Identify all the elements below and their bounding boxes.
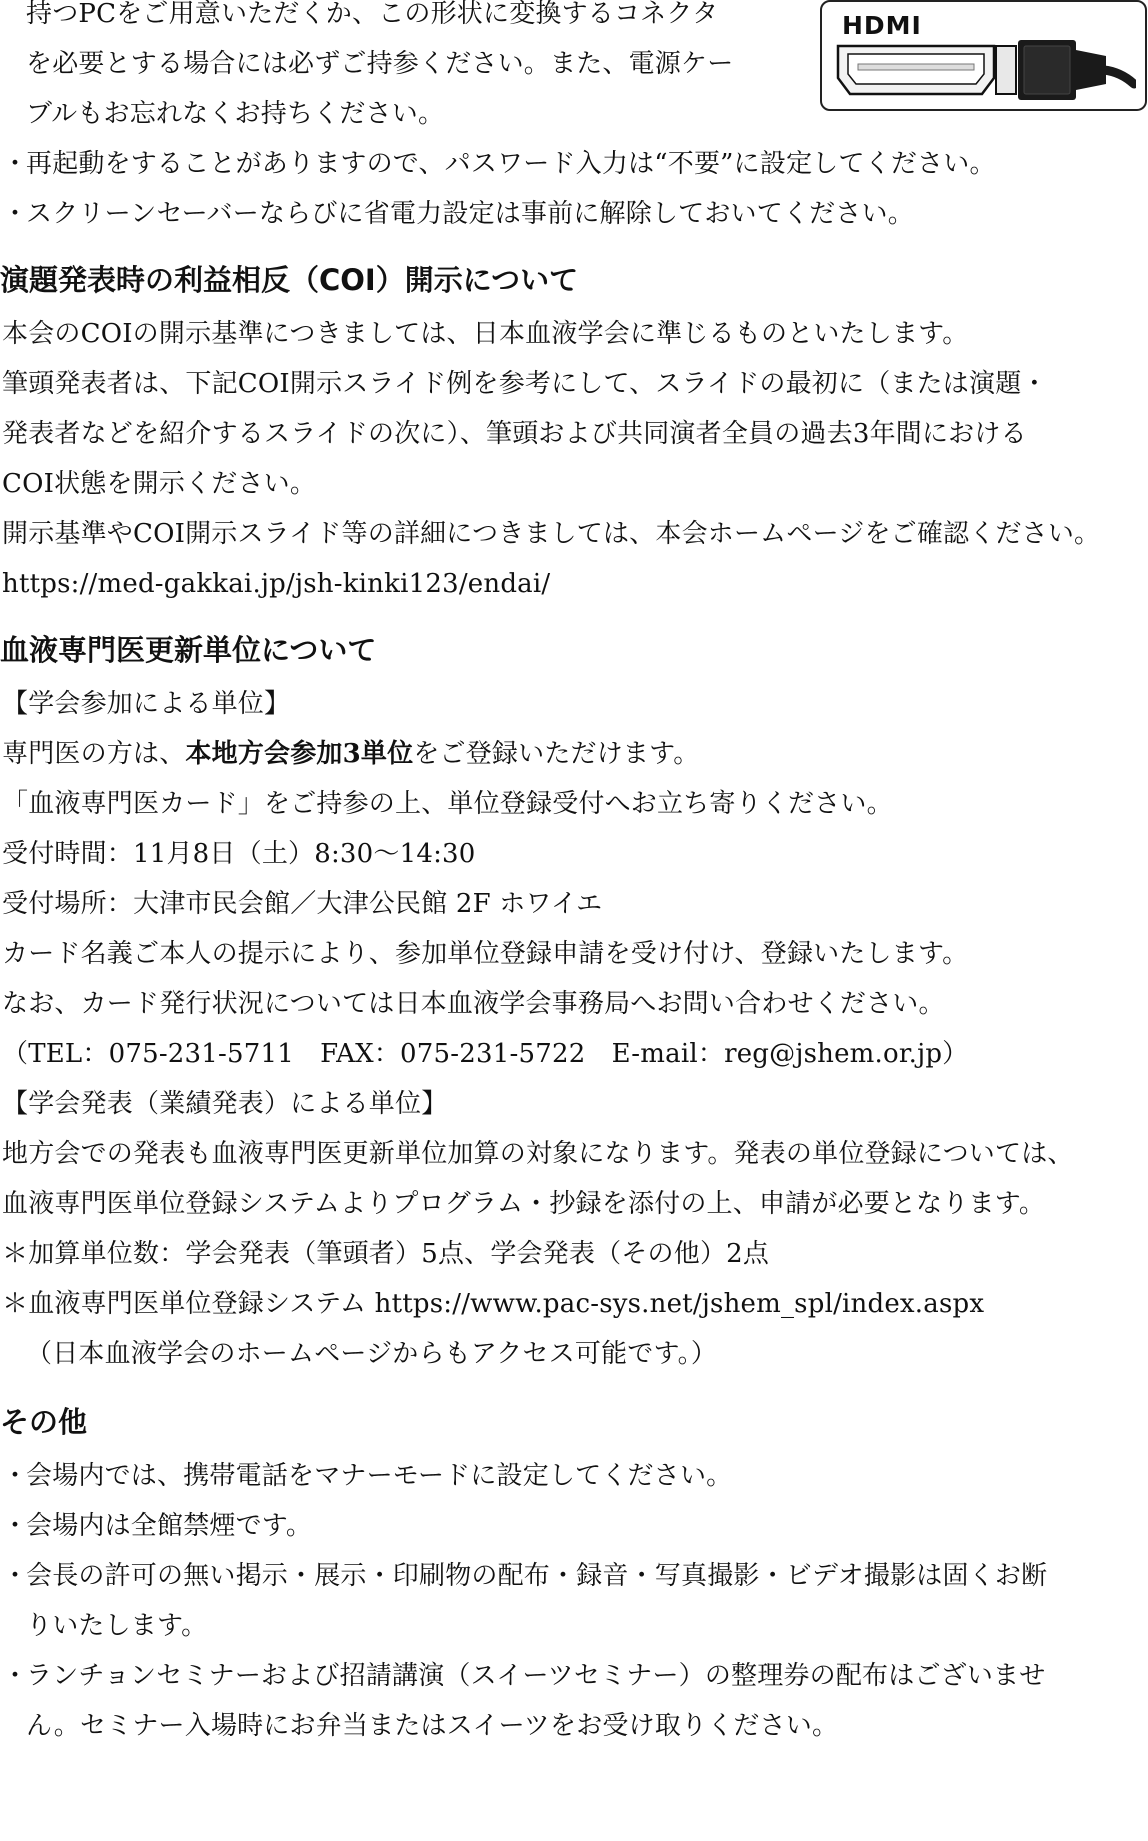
- hdmi-connector-illustration: [820, 0, 1147, 111]
- coi-paragraph-2-line-3: COI状態を開示ください。: [2, 469, 317, 499]
- intro-line-3: ブルもお忘れなくお持ちください。: [26, 99, 445, 129]
- coi-heading: 演題発表時の利益相反（COI）開示について: [0, 263, 579, 297]
- other-bullet-4-text: ランチョンセミナーおよび招請講演（スイーツセミナー）の整理券の配布はございませ: [26, 1661, 1046, 1691]
- credits-line-12: （日本血液学会のホームページからもアクセス可能です。）: [26, 1339, 718, 1369]
- intro-bullet-1: [2, 144, 996, 184]
- intro-bullet-2: [2, 194, 914, 234]
- bullet-mark: ・: [2, 1511, 29, 1541]
- coi-paragraph-2-line-2: 発表者などを紹介するスライドの次に）、筆頭および共同演者全員の過去3年間における: [2, 419, 1027, 449]
- credits-system-url-line[interactable]: ＊血液専門医単位登録システム https://www.pac-sys.net/jshem_spl/index.aspx: [2, 1289, 985, 1319]
- hdmi-logo-text: HDMI: [842, 12, 922, 38]
- credits-line-6: なお、カード発行状況については日本血液学会事務局へお問い合わせください。: [2, 989, 945, 1019]
- credits-line-10: ＊加算単位数：学会発表（筆頭者）5点、学会発表（その他）2点: [2, 1239, 770, 1269]
- credits-line-4: 受付場所：大津市民会館／大津公民館 2F ホワイエ: [2, 889, 603, 919]
- coi-url-link[interactable]: https://med-gakkai.jp/jsh-kinki123/endai/: [2, 569, 551, 599]
- credits-line-9: 血液専門医単位登録システムよりプログラム・抄録を添付の上、申請が必要となります。: [2, 1189, 1046, 1219]
- coi-paragraph-2-line-1: 筆頭発表者は、下記COI開示スライド例を参考にして、スライドの最初に（または演題・: [2, 369, 1048, 399]
- other-bullet-3-cont: りいたします。: [26, 1611, 208, 1641]
- other-bullet-3-text: 会長の許可の無い掲示・展示・印刷物の配布・録音・写真撮影・ビデオ撮影は固くお断: [26, 1561, 1048, 1591]
- other-bullet-4: [2, 1656, 1045, 1696]
- credits-line-5: カード名義ご本人の提示により、参加単位登録申請を受け付け、登録いたします。: [2, 939, 969, 969]
- credits-line-2: 「血液専門医カード」をご持参の上、単位登録受付へお立ち寄りください。: [2, 789, 893, 819]
- credits-line-1-pre: 専門医の方は、: [2, 739, 186, 769]
- other-bullet-4-cont: ん。セミナー入場時にお弁当またはスイーツをお受け取りください。: [26, 1711, 839, 1741]
- credits-line-1-bold: 本地方会参加3単位: [185, 739, 414, 769]
- credits-heading: 血液専門医更新単位について: [0, 633, 377, 667]
- coi-paragraph-1: 本会のCOIの開示基準につきましては、日本血液学会に準じるものといたします。: [2, 319, 969, 349]
- intro-bullet-2-text: スクリーンセーバーならびに省電力設定は事前に解除しておいてください。: [26, 199, 914, 229]
- hdmi-logo-icon: [842, 12, 952, 38]
- intro-bullet-1-text: 再起動をすることがありますので、パスワード入力は“不要”に設定してください。: [26, 149, 996, 179]
- intro-line-2: を必要とする場合には必ずご持参ください。また、電源ケー: [26, 49, 734, 79]
- other-bullet-1-text: 会場内では、携帯電話をマナーモードに設定してください。: [26, 1461, 733, 1491]
- other-bullet-2: [2, 1506, 312, 1546]
- hdmi-connector-icon: [836, 40, 1136, 100]
- bullet-mark: ・: [2, 1461, 29, 1491]
- credits-line-8: 地方会での発表も血液専門医更新単位加算の対象になります。発表の単位登録については、: [2, 1139, 1074, 1169]
- other-bullet-2-text: 会場内は全館禁煙です。: [26, 1511, 313, 1541]
- credits-line-3: 受付時間：11月8日（土）8:30～14:30: [2, 839, 476, 869]
- other-heading: その他: [0, 1405, 88, 1439]
- other-bullet-3: [2, 1556, 1047, 1596]
- coi-paragraph-3: 開示基準やCOI開示スライド等の詳細につきましては、本会ホームページをご確認ください。: [2, 519, 1101, 549]
- credits-subheading-presentation: 【学会発表（業績発表）による単位】: [2, 1089, 448, 1119]
- bullet-mark: ・: [2, 1561, 29, 1591]
- bullet-mark: ・: [2, 199, 29, 229]
- credits-line-1-post: をご登録いただけます。: [413, 739, 700, 769]
- bullet-mark: ・: [2, 149, 29, 179]
- other-bullet-1: [2, 1456, 732, 1496]
- credits-subheading-attendance: 【学会参加による単位】: [2, 689, 291, 719]
- intro-line-1: 持つPCをご用意いただくか、この形状に変換するコネクタ: [26, 0, 719, 29]
- credits-contact-line: （TEL：075-231-5711 FAX：075-231-5722 E-mail：reg@jshem.or.jp）: [2, 1039, 969, 1069]
- bullet-mark: ・: [2, 1661, 29, 1691]
- credits-line-1: [2, 734, 699, 774]
